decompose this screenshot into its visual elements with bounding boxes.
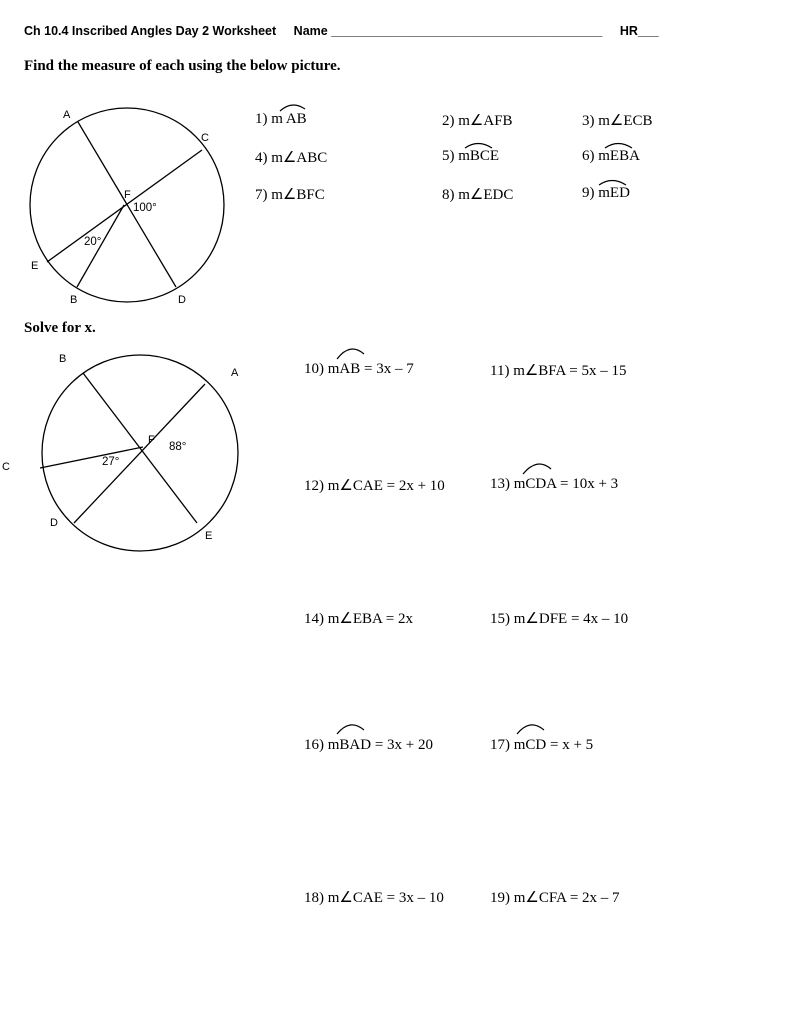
label-a: A: [231, 367, 239, 379]
circle-diagram-1: [30, 108, 224, 306]
label-d: D: [178, 294, 186, 306]
chord-ec: [47, 150, 202, 262]
label-c: C: [201, 132, 209, 144]
part2-instructions: Solve for x.: [24, 320, 96, 336]
problem-11: 11) m∠BFA = 5x – 15: [490, 363, 627, 379]
label-e: E: [205, 530, 213, 542]
label-e: E: [31, 260, 39, 272]
problem-18: 18) m∠CAE = 3x – 10: [304, 890, 444, 906]
problem-17: 17) mCD = x + 5: [490, 737, 594, 753]
problem-5: 5) mBCE: [442, 148, 500, 164]
problem-12: 12) m∠CAE = 2x + 10: [304, 478, 445, 494]
problem-6: 6) mEBA: [582, 148, 640, 164]
label-f: F: [148, 434, 155, 446]
problem-10: 10) mAB = 3x – 7: [304, 361, 414, 377]
label-a: A: [63, 109, 71, 121]
worksheet-title: Ch 10.4 Inscribed Angles Day 2 Worksheet: [24, 24, 277, 38]
problem-4: 4) m∠ABC: [255, 150, 328, 166]
circle-diagram-2: [2, 353, 239, 551]
label-f: F: [124, 189, 131, 201]
angle-label-20: 20°: [84, 236, 102, 248]
label-c: C: [2, 461, 10, 473]
angle-label-100: 100°: [133, 202, 157, 214]
chord-cf: [40, 447, 143, 468]
label-d: D: [50, 517, 58, 529]
problem-19: 19) m∠CFA = 2x – 7: [490, 890, 620, 906]
arc-symbol-16: [337, 725, 364, 734]
angle-label-88: 88°: [169, 441, 187, 453]
part1-instructions: Find the measure of each using the below picture.: [24, 58, 341, 74]
arc-symbol-10: [337, 349, 364, 359]
problem-2: 2) m∠AFB: [442, 113, 513, 129]
problem-9: 9) mED: [582, 185, 630, 201]
name-field: Name _______________________________________: [293, 24, 603, 38]
angle-label-27: 27°: [102, 456, 120, 468]
chord-ad: [74, 384, 205, 523]
label-b: B: [70, 294, 78, 306]
problem-14: 14) m∠EBA = 2x: [304, 611, 413, 627]
hr-field: HR___: [619, 24, 659, 38]
problem-15: 15) m∠DFE = 4x – 10: [490, 611, 629, 627]
problem-8: 8) m∠EDC: [442, 187, 514, 203]
problem-7: 7) m∠BFC: [255, 187, 325, 203]
problem-3: 3) m∠ECB: [582, 113, 653, 129]
problem-1: 1) m AB: [255, 111, 307, 127]
label-b: B: [59, 353, 67, 365]
problem-16: 16) mBAD = 3x + 20: [304, 737, 434, 753]
problem-13: 13) mCDA = 10x + 3: [490, 476, 619, 492]
arc-symbol-17: [517, 725, 544, 734]
arc-symbol-13: [523, 464, 551, 474]
